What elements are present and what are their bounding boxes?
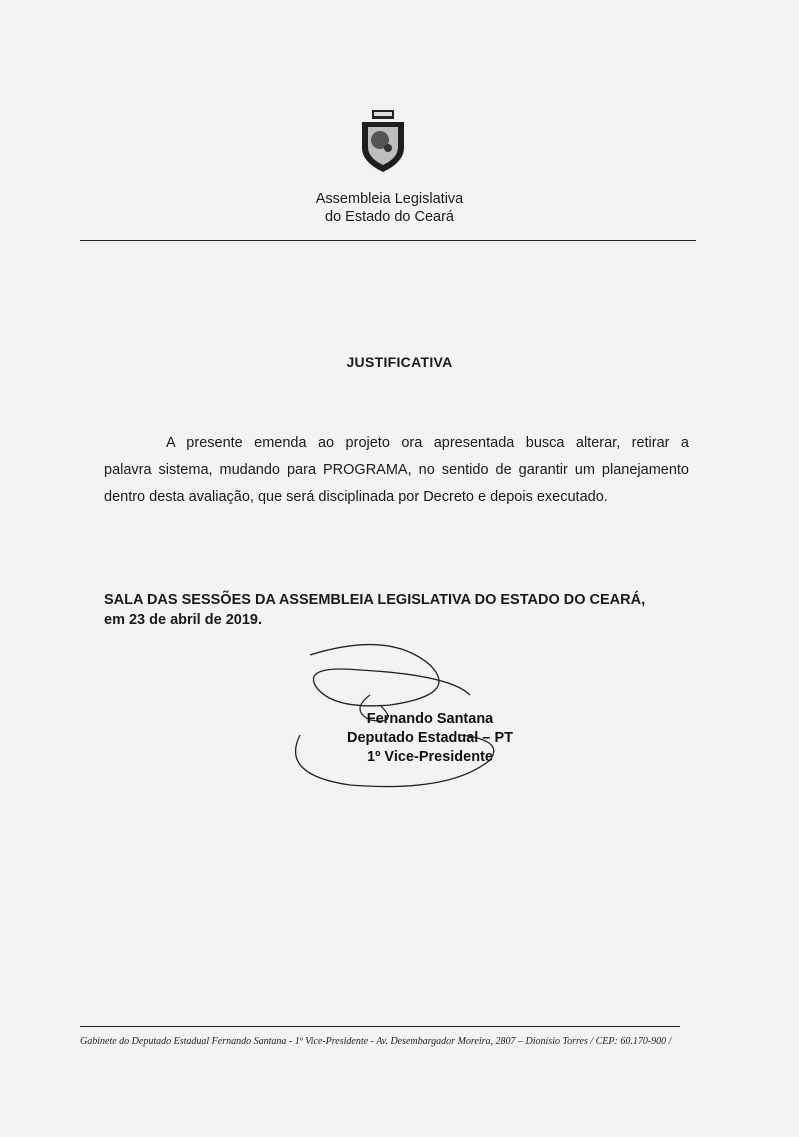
organization-subtitle: do Estado do Ceará	[325, 209, 454, 225]
header-divider	[80, 240, 696, 241]
closing-statement	[104, 590, 645, 630]
footer-divider	[80, 1026, 680, 1027]
footer-address: Gabinete do Deputado Estadual Fernando Santana - 1º Vice-Presidente - Av. Desembargador Moreira, 2807 – Dionísio Torres / CEP: 60.170-900 /	[80, 1036, 672, 1047]
justification-paragraph	[104, 430, 689, 511]
state-seal-icon	[358, 108, 408, 174]
paragraph-line: palavra sistema, mudando para PROGRAMA, no sentido de garantir um planejamento	[104, 462, 689, 478]
paragraph-line: dentro desta avaliação, que será disciplinada por Decreto e depois executado.	[104, 489, 608, 505]
document-title: JUSTIFICATIVA	[346, 354, 453, 370]
closing-line: SALA DAS SESSÕES DA ASSEMBLEIA LEGISLATIVA DO ESTADO DO CEARÁ,	[104, 592, 646, 608]
signatory-position: 1º Vice-Presidente	[367, 749, 493, 765]
signatory-block	[260, 710, 600, 767]
signatory-name: Fernando Santana	[366, 711, 494, 727]
closing-date: em 23 de abril de 2019.	[104, 612, 262, 628]
organization-name: Assembleia Legislativa	[315, 191, 464, 207]
signatory-role: Deputado Estadual – PT	[347, 730, 513, 746]
paragraph-line: A presente emenda ao projeto ora apresentada busca alterar, retirar a	[166, 435, 689, 451]
